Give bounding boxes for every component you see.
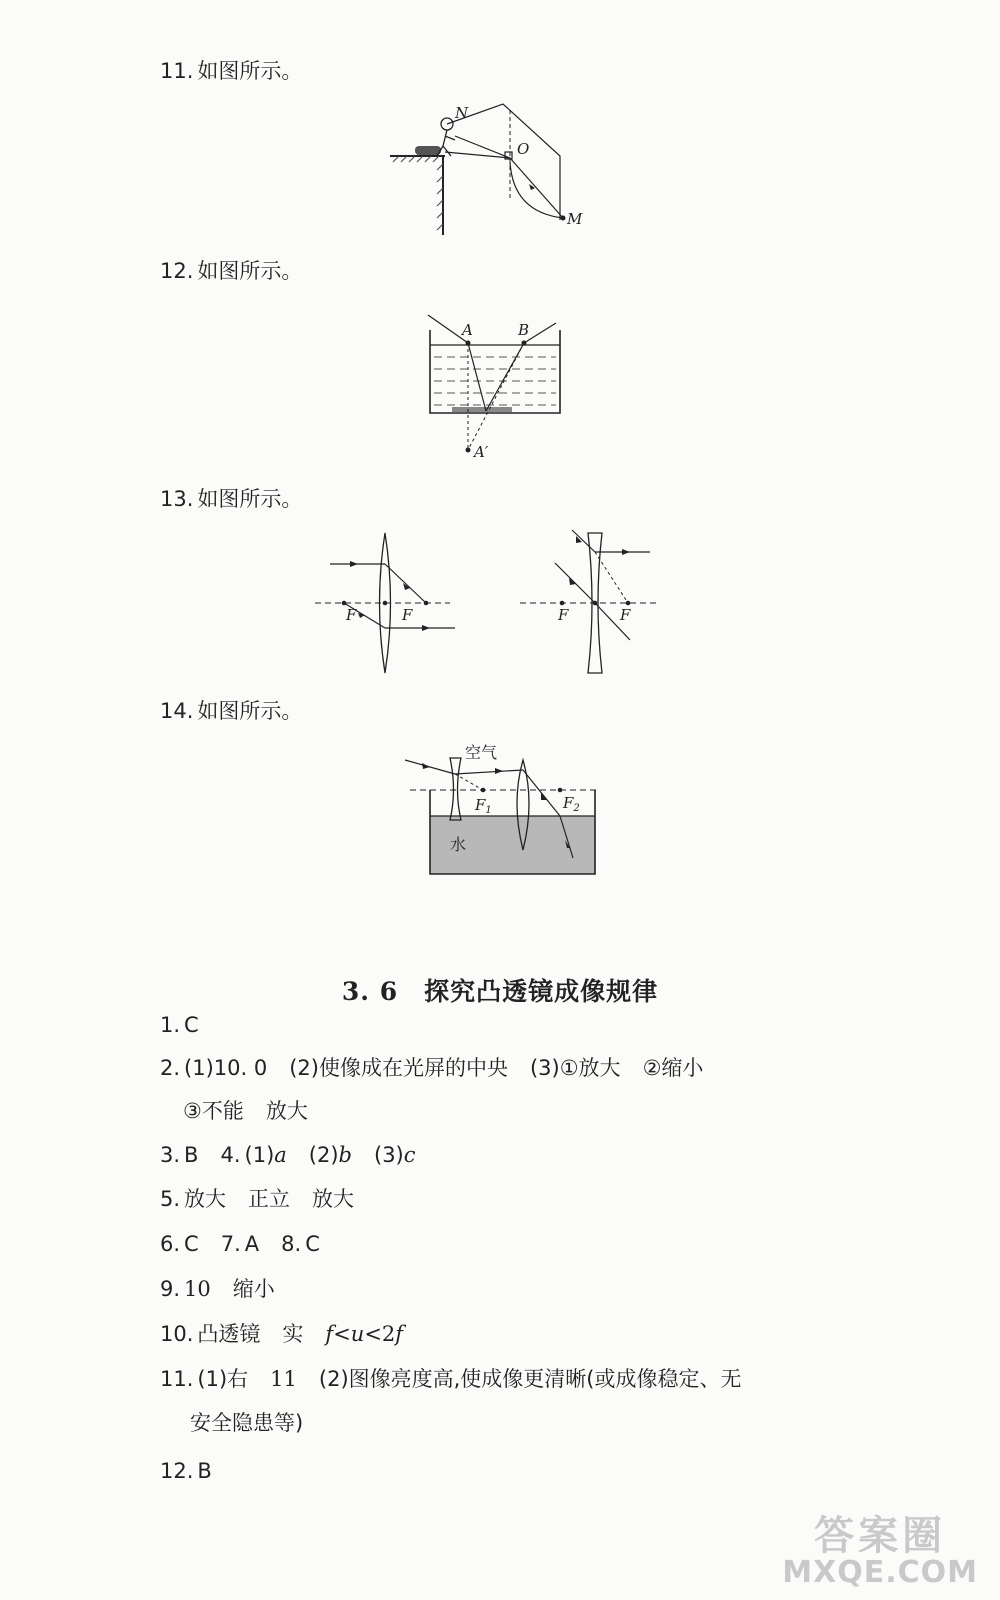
- answer-number: 7.: [220, 1232, 241, 1256]
- item-12-heading: [160, 256, 302, 286]
- answer-number: 8.: [281, 1232, 302, 1256]
- label-f: F: [620, 606, 631, 624]
- figure-13-lenses: [310, 528, 670, 682]
- answer-9: [160, 1274, 275, 1304]
- answer-part: 放大: [265, 1099, 308, 1123]
- arrow: [350, 561, 358, 567]
- answer-part: 正立: [248, 1187, 291, 1211]
- mirror-bottom: [452, 407, 512, 412]
- point-b: [522, 341, 527, 346]
- answer-text: C: [305, 1232, 320, 1256]
- answer-part: 缩小: [232, 1277, 275, 1301]
- watermark-text: 答案圈: [814, 1512, 947, 1559]
- label-a-prime: A′: [474, 443, 489, 461]
- point-a: [466, 341, 471, 346]
- answer-number: 11.: [160, 1367, 194, 1391]
- answer-2-cont: [183, 1096, 308, 1126]
- answer-12: [160, 1456, 212, 1486]
- figure-11-mirror-diagram: [385, 100, 605, 244]
- answer-part: 凸透镜: [197, 1322, 261, 1346]
- answer-variable: a: [274, 1143, 287, 1167]
- focus-f2: [558, 788, 563, 793]
- figure-14-lens-water: [395, 740, 605, 884]
- answer-part: 放大: [184, 1187, 227, 1211]
- convex-center: [383, 601, 388, 606]
- item-11-heading: [160, 56, 302, 86]
- answer-1: [160, 1010, 199, 1040]
- answer-part: 安全隐患等): [190, 1411, 304, 1435]
- object-on-ground: [415, 146, 441, 155]
- answer-number: 4.: [220, 1143, 241, 1167]
- item-text: 如图所示。: [197, 699, 303, 723]
- item-text: 如图所示。: [197, 487, 303, 511]
- point-a-prime: [466, 448, 471, 453]
- answer-number: 1.: [160, 1013, 181, 1037]
- answer-part: 10: [184, 1277, 211, 1301]
- arrow: [569, 578, 576, 585]
- answer-number: 5.: [160, 1187, 181, 1211]
- focus-f1: [481, 788, 486, 793]
- arrow: [422, 763, 430, 769]
- ray-ext: [455, 774, 483, 790]
- ray-reflected: [486, 343, 524, 411]
- concave-ray2-in: [555, 563, 595, 603]
- convex-ray1-out: [385, 564, 426, 603]
- label-m: M: [567, 210, 583, 228]
- answer-number: 6.: [160, 1232, 181, 1256]
- figure-11-svg: [385, 100, 605, 240]
- ray-refracted: [468, 343, 486, 411]
- answer-11-cont: [190, 1408, 303, 1438]
- ray-between: [455, 770, 523, 774]
- concave-lens: [450, 758, 461, 820]
- ray-eye-to-o: [445, 152, 510, 158]
- label-f: F: [402, 606, 413, 624]
- answer-number: 12.: [160, 1459, 194, 1483]
- item-13-heading: [160, 484, 302, 514]
- label-n: N: [455, 104, 469, 122]
- item-text: 如图所示。: [197, 259, 303, 283]
- answer-number: 9.: [160, 1277, 181, 1301]
- convex-focus-right: [424, 601, 429, 606]
- watermark: [782, 1512, 978, 1590]
- answer-part: (1)10. 0: [184, 1056, 268, 1080]
- answer-part: (2): [308, 1143, 339, 1167]
- tank-outline: [430, 330, 560, 413]
- answer-part: (1)右: [197, 1367, 249, 1391]
- item-number: 14.: [160, 699, 194, 723]
- label-f1: $F_1$: [475, 796, 492, 816]
- item-text: 如图所示。: [197, 59, 303, 83]
- answer-6-8: [160, 1229, 320, 1259]
- answer-variable: u: [350, 1322, 365, 1346]
- item-number: 11.: [160, 59, 194, 83]
- answer-text: B: [184, 1143, 199, 1167]
- item-14-heading: [160, 696, 302, 726]
- label-f: F: [558, 606, 569, 624]
- section-title: 3. 6 探究凸透镜成像规律: [341, 977, 659, 1006]
- answer-symbol: <2: [364, 1322, 396, 1346]
- answer-number: 10.: [160, 1322, 194, 1346]
- item-number: 12.: [160, 259, 194, 283]
- ray-o-to-m: [510, 158, 563, 218]
- answer-variable: f: [325, 1322, 334, 1346]
- arrow: [622, 549, 630, 555]
- answer-part: (2)图像亮度高,使成像更清晰(或成像稳定、无: [318, 1367, 742, 1391]
- ray-from-n: [455, 136, 510, 158]
- figure-12-water-tank: [420, 305, 570, 474]
- answer-variable: c: [403, 1143, 416, 1167]
- arrow: [495, 768, 503, 774]
- label-o: O: [517, 140, 530, 158]
- answer-part: ②缩小: [642, 1056, 704, 1080]
- dashed-image-ray: [468, 343, 524, 450]
- label-f2: $F_2$: [563, 794, 580, 814]
- label-air: 空气: [465, 743, 498, 762]
- answer-part: (3)①放大: [529, 1056, 621, 1080]
- answer-text: C: [184, 1013, 199, 1037]
- answer-part: (1): [244, 1143, 275, 1167]
- answer-text: B: [197, 1459, 212, 1483]
- answer-5: [160, 1184, 354, 1214]
- figure-14-svg: [395, 740, 605, 880]
- answer-2: [160, 1053, 703, 1083]
- answer-part: 放大: [312, 1187, 355, 1211]
- answer-variable: f: [395, 1322, 404, 1346]
- answer-symbol: <: [333, 1322, 351, 1346]
- answer-11: [160, 1364, 742, 1394]
- answer-part: (2)使像成在光屏的中央: [289, 1056, 508, 1080]
- answer-10: [160, 1319, 403, 1349]
- concave-center: [593, 601, 598, 606]
- item-number: 13.: [160, 487, 194, 511]
- label-water: 水: [450, 835, 467, 854]
- answer-part: ③不能: [183, 1099, 244, 1123]
- answer-3-4: [160, 1140, 416, 1170]
- answer-part: 实: [282, 1322, 304, 1346]
- concave-focus-left: [560, 601, 565, 606]
- arrow: [422, 625, 430, 631]
- label-b: B: [518, 321, 530, 339]
- label-f: F: [346, 606, 357, 624]
- figure-12-svg: [420, 305, 570, 470]
- label-a: A: [462, 321, 473, 339]
- answer-text: C: [184, 1232, 199, 1256]
- convex-focus-left: [342, 601, 347, 606]
- watermark-url: MXQE.COM: [782, 1554, 978, 1590]
- figure-13-svg: [310, 528, 670, 678]
- point-m: [561, 216, 566, 221]
- answer-number: 3.: [160, 1143, 181, 1167]
- answer-text: A: [244, 1232, 260, 1256]
- answer-part: (3): [374, 1143, 404, 1167]
- answer-variable: b: [338, 1143, 352, 1167]
- answer-part: 11: [270, 1367, 297, 1391]
- answer-number: 2.: [160, 1056, 181, 1080]
- concave-focus-right: [626, 601, 631, 606]
